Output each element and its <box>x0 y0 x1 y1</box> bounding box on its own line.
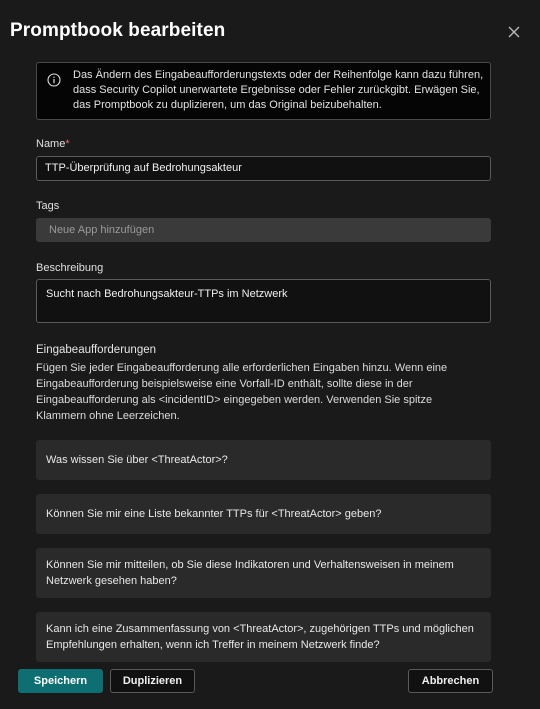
prompt-item-text: Können Sie mir eine Liste bekannter TTPs für <ThreatActor> geben? <box>46 508 382 520</box>
description-label: Beschreibung <box>36 262 104 274</box>
prompt-item[interactable] <box>36 548 491 598</box>
required-mark: * <box>65 138 70 150</box>
tags-label: Tags <box>36 200 60 212</box>
prompt-item[interactable] <box>36 494 491 534</box>
dialog-title: Promptbook bearbeiten <box>10 20 226 41</box>
prompt-item-text: Können Sie mir mitteilen, ob Sie diese Indikatoren und Verhaltensweisen in meinem Netzwerk gesehen haben? <box>46 559 454 587</box>
duplicate-button[interactable]: Duplizieren <box>110 669 195 693</box>
prompt-item-text: Kann ich eine Zusammenfassung von <ThreatActor>, zugehörigen TTPs und möglichen Empfehlungen erhalten, wenn ich Treffer in meinem Netzwerk finde? <box>46 623 474 651</box>
prompt-item-text: Was wissen Sie über <ThreatActor>? <box>46 454 228 466</box>
cancel-button[interactable]: Abbrechen <box>408 669 493 693</box>
info-text: Das Ändern des Eingabeaufforderungstexts oder der Reihenfolge kann dazu führen, dass Security Copilot unerwartete Ergebnisse oder Fehler zurückgibt. Erwägen Sie, das Promptbook zu duplizieren, um das Original beizubehalten. <box>73 69 484 111</box>
name-input[interactable]: TTP-Überprüfung auf Bedrohungsakteur <box>36 156 491 181</box>
prompt-item[interactable] <box>36 440 491 480</box>
name-label-text: Name <box>36 138 66 150</box>
save-button[interactable]: Speichern <box>18 669 103 693</box>
prompts-heading: Eingabeaufforderungen <box>36 344 157 356</box>
close-icon <box>506 24 522 40</box>
name-label <box>36 138 70 150</box>
close-button[interactable] <box>506 24 522 40</box>
info-icon <box>47 73 61 87</box>
prompt-item[interactable] <box>36 612 491 662</box>
description-input[interactable]: Sucht nach Bedrohungsakteur-TTPs im Netzwerk <box>36 279 491 323</box>
prompts-help-text: Fügen Sie jeder Eingabeaufforderung alle erforderlichen Eingaben hinzu. Wenn eine Eingabeaufforderung beispielsweise eine Vorfall-ID enthält, sollte diese in der Eingabeaufforderung als <incidentID> eingegeben werden. Verwenden Sie spitze Klammern ohne Leerzeichen. <box>36 362 448 422</box>
tags-input[interactable]: Neue App hinzufügen <box>36 218 491 242</box>
info-message <box>36 62 491 120</box>
